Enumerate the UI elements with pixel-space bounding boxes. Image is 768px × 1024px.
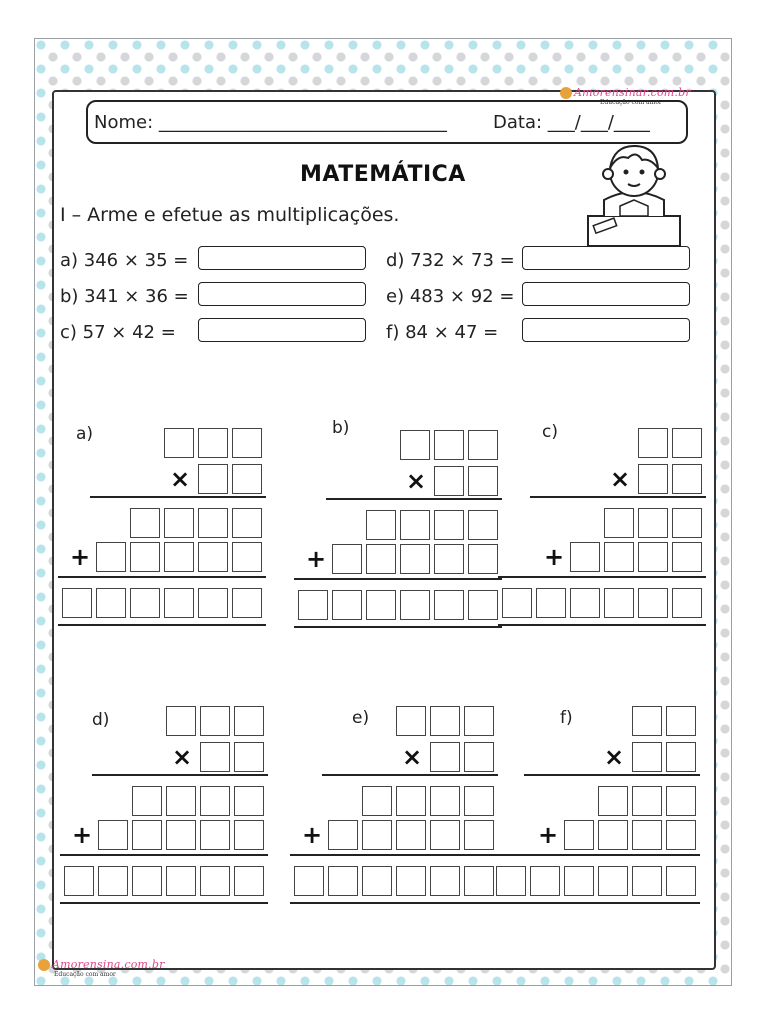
logo-bottom-subtitle: Educação com amor [54, 971, 116, 978]
divider-line [58, 576, 266, 578]
digit-box[interactable] [166, 706, 196, 736]
digit-box[interactable] [434, 544, 464, 574]
digit-box[interactable] [604, 588, 634, 618]
digit-box[interactable] [434, 590, 464, 620]
exercise-b-text: b) 341 × 36 = [60, 286, 189, 307]
exercise-d-text: d) 732 × 73 = [386, 250, 515, 271]
digit-box[interactable] [496, 866, 526, 896]
digit-box[interactable] [98, 820, 128, 850]
divider-line [290, 854, 498, 856]
digit-box[interactable] [468, 510, 498, 540]
exercise-e-answer-box[interactable] [522, 282, 690, 306]
exercise-c-text: c) 57 × 42 = [60, 322, 176, 343]
digit-box[interactable] [366, 510, 396, 540]
digit-box[interactable] [666, 706, 696, 736]
digit-box[interactable] [366, 590, 396, 620]
digit-box[interactable] [234, 820, 264, 850]
digit-box[interactable] [632, 742, 662, 772]
plus-symbol: + [306, 545, 327, 573]
digit-box[interactable] [468, 430, 498, 460]
digit-box[interactable] [638, 428, 668, 458]
digit-box[interactable] [164, 588, 194, 618]
digit-box[interactable] [98, 866, 128, 896]
digit-box[interactable] [396, 706, 426, 736]
digit-box[interactable] [464, 742, 494, 772]
divider-line [326, 498, 502, 500]
digit-box[interactable] [132, 786, 162, 816]
digit-box[interactable] [434, 466, 464, 496]
date-field-label[interactable]: Data: ___/___/____ [493, 112, 650, 133]
digit-box[interactable] [638, 588, 668, 618]
times-symbol: × [172, 743, 193, 771]
divider-line [530, 496, 706, 498]
digit-box[interactable] [130, 508, 160, 538]
times-symbol: × [402, 743, 423, 771]
digit-box[interactable] [362, 820, 392, 850]
exercise-e-text: e) 483 × 92 = [386, 286, 515, 307]
digit-box[interactable] [132, 820, 162, 850]
digit-box[interactable] [666, 866, 696, 896]
digit-box[interactable] [96, 542, 126, 572]
digit-box[interactable] [430, 820, 460, 850]
logo-top-subtitle: Educação com amor [600, 99, 662, 106]
divider-line [492, 854, 700, 856]
digit-box[interactable] [232, 428, 262, 458]
problem-e-label: e) [352, 708, 370, 728]
exercise-d-answer-box[interactable] [522, 246, 690, 270]
digit-box[interactable] [328, 820, 358, 850]
student-illustration-icon [584, 140, 684, 248]
instruction-text: I – Arme e efetue as multiplicações. [60, 204, 400, 226]
digit-box[interactable] [234, 742, 264, 772]
digit-box[interactable] [198, 588, 228, 618]
divider-line [90, 496, 266, 498]
exercise-f-text: f) 84 × 47 = [386, 322, 499, 343]
digit-box[interactable] [638, 542, 668, 572]
name-date-box [86, 100, 688, 144]
digit-box[interactable] [64, 866, 94, 896]
divider-line [290, 902, 498, 904]
bear-icon [560, 87, 572, 99]
digit-box[interactable] [570, 542, 600, 572]
digit-box[interactable] [362, 866, 392, 896]
digit-box[interactable] [132, 866, 162, 896]
digit-box[interactable] [632, 706, 662, 736]
digit-box[interactable] [666, 820, 696, 850]
digit-box[interactable] [234, 706, 264, 736]
digit-box[interactable] [400, 544, 430, 574]
divider-line [322, 774, 498, 776]
digit-box[interactable] [434, 430, 464, 460]
divider-line [524, 774, 700, 776]
digit-box[interactable] [666, 786, 696, 816]
digit-box[interactable] [464, 820, 494, 850]
digit-box[interactable] [638, 464, 668, 494]
digit-box[interactable] [598, 820, 628, 850]
digit-box[interactable] [234, 866, 264, 896]
divider-line [92, 774, 268, 776]
digit-box[interactable] [564, 820, 594, 850]
exercise-b-answer-box[interactable] [198, 282, 366, 306]
times-symbol: × [406, 467, 427, 495]
exercise-c-answer-box[interactable] [198, 318, 366, 342]
divider-line [498, 576, 706, 578]
digit-box[interactable] [232, 508, 262, 538]
digit-box[interactable] [672, 542, 702, 572]
digit-box[interactable] [328, 866, 358, 896]
digit-box[interactable] [468, 466, 498, 496]
digit-box[interactable] [294, 866, 324, 896]
digit-box[interactable] [198, 464, 228, 494]
digit-box[interactable] [632, 820, 662, 850]
digit-box[interactable] [166, 820, 196, 850]
digit-box[interactable] [164, 542, 194, 572]
plus-symbol: + [302, 821, 323, 849]
digit-box[interactable] [198, 542, 228, 572]
digit-box[interactable] [430, 706, 460, 736]
digit-box[interactable] [430, 786, 460, 816]
digit-box[interactable] [468, 544, 498, 574]
digit-box[interactable] [164, 508, 194, 538]
digit-box[interactable] [164, 428, 194, 458]
digit-box[interactable] [166, 786, 196, 816]
exercise-a-text: a) 346 × 35 = [60, 250, 189, 271]
exercise-a-answer-box[interactable] [198, 246, 366, 270]
digit-box[interactable] [362, 786, 392, 816]
digit-box[interactable] [200, 706, 230, 736]
digit-box[interactable] [298, 590, 328, 620]
bear-icon [38, 959, 50, 971]
digit-box[interactable] [200, 820, 230, 850]
digit-box[interactable] [464, 786, 494, 816]
digit-box[interactable] [464, 706, 494, 736]
digit-box[interactable] [536, 588, 566, 618]
digit-box[interactable] [604, 542, 634, 572]
problem-f-label: f) [560, 708, 573, 728]
digit-box[interactable] [400, 590, 430, 620]
problem-a-label: a) [76, 424, 94, 444]
times-symbol: × [610, 465, 631, 493]
plus-symbol: + [538, 821, 559, 849]
divider-line [498, 624, 706, 626]
digit-box[interactable] [400, 430, 430, 460]
times-symbol: × [170, 465, 191, 493]
digit-box[interactable] [200, 866, 230, 896]
digit-box[interactable] [198, 508, 228, 538]
plus-symbol: + [70, 543, 91, 571]
name-field-label[interactable]: Nome: ________________________________ [94, 112, 447, 133]
digit-box[interactable] [200, 742, 230, 772]
digit-box[interactable] [232, 588, 262, 618]
problem-c-label: c) [542, 422, 558, 442]
digit-box[interactable] [396, 866, 426, 896]
digit-box[interactable] [396, 820, 426, 850]
digit-box[interactable] [198, 428, 228, 458]
digit-box[interactable] [666, 742, 696, 772]
digit-box[interactable] [632, 786, 662, 816]
digit-box[interactable] [604, 508, 634, 538]
digit-box[interactable] [400, 510, 430, 540]
exercise-f-answer-box[interactable] [522, 318, 690, 342]
digit-box[interactable] [598, 866, 628, 896]
page-title: MATEMÁTICA [300, 162, 466, 187]
digit-box[interactable] [232, 464, 262, 494]
digit-box[interactable] [672, 464, 702, 494]
digit-box[interactable] [464, 866, 494, 896]
plus-symbol: + [72, 821, 93, 849]
site-logo-top: Amorensinar.com.br Educação com amor [560, 86, 691, 106]
problem-b-label: b) [332, 418, 350, 438]
digit-box[interactable] [200, 786, 230, 816]
digit-box[interactable] [62, 588, 92, 618]
digit-box[interactable] [96, 588, 126, 618]
divider-line [60, 902, 268, 904]
digit-box[interactable] [130, 542, 160, 572]
digit-box[interactable] [598, 786, 628, 816]
problem-d-label: d) [92, 710, 110, 730]
divider-line [492, 902, 700, 904]
times-symbol: × [604, 743, 625, 771]
digit-box[interactable] [232, 542, 262, 572]
digit-box[interactable] [570, 588, 600, 618]
site-logo-bottom: Amorensina.com.br Educação com amor [38, 958, 165, 978]
digit-box[interactable] [672, 508, 702, 538]
digit-box[interactable] [234, 786, 264, 816]
digit-box[interactable] [430, 866, 460, 896]
digit-box[interactable] [502, 588, 532, 618]
divider-line [294, 578, 502, 580]
plus-symbol: + [544, 543, 565, 571]
digit-box[interactable] [672, 588, 702, 618]
digit-box[interactable] [564, 866, 594, 896]
divider-line [58, 624, 266, 626]
digit-box[interactable] [332, 544, 362, 574]
digit-box[interactable] [632, 866, 662, 896]
digit-box[interactable] [468, 590, 498, 620]
digit-box[interactable] [638, 508, 668, 538]
digit-box[interactable] [434, 510, 464, 540]
digit-box[interactable] [672, 428, 702, 458]
digit-box[interactable] [396, 786, 426, 816]
digit-box[interactable] [166, 866, 196, 896]
digit-box[interactable] [530, 866, 560, 896]
digit-box[interactable] [366, 544, 396, 574]
divider-line [294, 626, 502, 628]
digit-box[interactable] [130, 588, 160, 618]
digit-box[interactable] [430, 742, 460, 772]
digit-box[interactable] [332, 590, 362, 620]
divider-line [60, 854, 268, 856]
